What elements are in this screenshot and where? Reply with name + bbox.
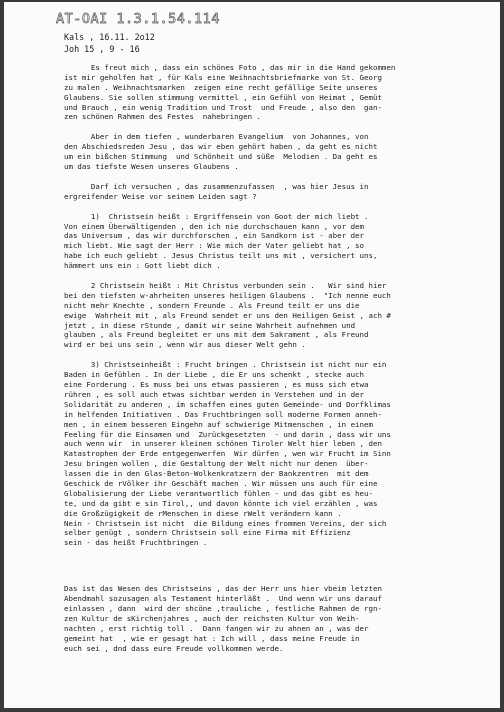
- text-line: wird er bei uns sein , wenn wir aus dieser Welt gehn .: [64, 340, 306, 350]
- text-line: glauben , als Freund begleitet er uns mit dem Sakrament , als Freund: [64, 330, 369, 340]
- paragraph-2: [64, 132, 496, 172]
- text-line: Katastrophen der Erde entgegenwerfen Wir dürfen , wen wir Frucht im Sinn: [64, 449, 391, 459]
- text-line: nachten , erst richtig toll . Dann fangen wir zu ahnen an , was der: [64, 623, 369, 633]
- text-line: Es freut mich , dass ein schönes Foto , das mir in die Hand gekommen: [64, 63, 396, 72]
- text-line: den Abschiedsreden Jesu , das wir eben gehört haben , da geht es nicht: [64, 142, 378, 152]
- paragraph-6: [64, 360, 496, 548]
- text-line: ewige Wahrheit mit , als Freund sendet er uns den Heiligen Geist , ach #: [64, 310, 391, 320]
- text-line: in helfenden Initiativen . Das Fruchtbringen soll moderne Formen anneh-: [64, 409, 382, 419]
- text-line: men , in einem besseren Eingehn auf schwierige Mitmenschen , in einem: [64, 419, 373, 429]
- paragraph-4: [64, 212, 496, 271]
- sermon-body: [64, 63, 496, 663]
- text-line: hämmert uns ein : Gott liebt dich .: [64, 261, 221, 271]
- text-line: ergreifender Weise vor seinem Leiden sagt ?: [64, 191, 257, 201]
- text-line: um das tiefste Wesen unseres Glaubens .: [64, 162, 239, 172]
- text-line: Das ist das Wesen des Christseins , das der Herr uns hier vbeim letzten: [64, 584, 382, 594]
- text-line: Globalisierung der Liebe verantwortlich fühlen - und das gibt es heu-: [64, 488, 373, 498]
- paragraph-1: [64, 63, 496, 122]
- paragraph-3: [64, 182, 496, 202]
- text-line: Glaubens. Sie sollen stimmung vermittel , ein Gefühl von Heimat , Gemüt: [64, 92, 382, 102]
- text-line: Geschick de rVölker ihr Geschäft machen . Wir müssen uns auch für eine: [64, 478, 378, 488]
- text-line: mich liebt. Wie sagt der Herr : Wie mich der Vater geliebt hat , so: [64, 241, 365, 251]
- text-line: zu malen . Weihnachtsmarken zeigen eine recht gefällige Seite unseres: [64, 82, 378, 92]
- document-page: [4, 2, 500, 708]
- bible-reading: Joh 15 , 9 - 16: [64, 44, 140, 54]
- text-line: euch sei , dnd dass eure Freude vollkommen werde.: [64, 643, 284, 653]
- text-line: 3) Christseinheißt : Frucht bringen . Christsein ist nicht nur ein: [64, 360, 387, 370]
- text-line: habe ich euch geliebt . Jesus Christus teilt uns mit , versichert uns,: [64, 251, 378, 261]
- text-line: Darf ich versuchen , das zusammenzufassen , was hier Jesus in: [64, 181, 369, 191]
- text-line: zen Kultur de sKirchenjahres , auch der reichsten Kultur von Weih-: [64, 613, 360, 623]
- text-line: einlassen , dann wird der shcöne ,trauliche , festliche Rahmen de rgn-: [64, 603, 382, 613]
- text-line: gemeint hat , wie er gesagt hat : Ich will , dass meine Freude in: [64, 633, 360, 643]
- text-line: Abendmahl sozusagen als Testament hinterläßt . Und wenn wir uns darauf: [64, 594, 382, 604]
- text-line: Feeling für die Einsamen und Zurückgesetzten - und darin , dass wir uns: [64, 429, 391, 439]
- text-line: te, und da gibt e sin Tirol,, und davon könnte ich viel erzählen , was: [64, 498, 378, 508]
- text-line: das Universum , das wir durchforschen , ein Sandkorn ist - aber der: [64, 231, 365, 241]
- text-line: Jesu bringen wollen , die Gestaltung der Welt nicht nur denen über-: [64, 459, 369, 469]
- place-date: Kals , 16.11. 2o12: [64, 32, 155, 42]
- archive-stamp: AT-OAI 1.3.1.54.114: [56, 11, 220, 27]
- text-line: bei den tiefsten w-ahrheiten unseres heiligen Glaubens . "Ich nenne euch: [64, 290, 391, 300]
- text-line: um ein bißchen Stimmung und Schönheit und süße Melodien . Da geht es: [64, 152, 378, 162]
- text-line: sein - das heißt Fruchtbringen .: [64, 538, 208, 548]
- text-line: eine Forderung . Es muss bei uns etwas passieren , es muss sich etwa: [64, 380, 369, 390]
- text-line: ist mir geholfen hat , für Kals eine Weihnachtsbriefmarke von St. Georg: [64, 72, 382, 82]
- text-line: auch wenn wir in unserer kleinen schönen Tiroler Welt hier leben , den: [64, 439, 382, 449]
- paragraph-7: [64, 584, 496, 653]
- text-line: lassen die in den Glas-Beton-Wolkenkratzern der Bankzentren mit dem: [64, 469, 369, 479]
- text-line: und Brauch , ein wenig Tradition und Trost und Freude , also den gan-: [64, 102, 382, 112]
- text-line: die Großzügigkeit de rMenschen in diese rWelt verändern kann .: [64, 508, 342, 518]
- text-line: Solidarität zu anderen , im schaffen eines guten Gemeinde- und Dorfklimas: [64, 399, 391, 409]
- text-line: Nein - Christsein ist nicht die Bildung eines frommen Vereins, der sich: [64, 518, 387, 528]
- text-line: selber genügt , sondern Christsein soll eine Firma mit Effizienz: [64, 528, 351, 538]
- text-line: jetzt , in diese rStunde , damit wir seine Wahrheit aufnehmen und: [64, 320, 356, 330]
- text-line: nicht mehr Knechte , sondern Freunde . Als Freund teilt er uns die: [64, 300, 360, 310]
- text-line: rühren , es soll auch etwas sichtbar werden in Verstehen und in der: [64, 389, 365, 399]
- text-line: zen schönen Rahmen des Festes nahebringen .: [64, 112, 262, 122]
- text-line: Von einem Überwältigenden , den ich nie durchschauen kann , vor dem: [64, 221, 365, 231]
- text-line: Aber in dem tiefen , wunderbaren Evangelium von Johannes, von: [64, 132, 369, 142]
- paragraph-5: [64, 281, 496, 350]
- text-line: Baden in Gefühlen . In der Liebe , die Er uns schenkt , stecke auch: [64, 370, 365, 380]
- text-line: 2 Christsein heißt : Mit Christus verbunden sein . Wir sind hier: [64, 281, 387, 291]
- text-line: 1) Christsein heißt : Ergriffensein von Goot der mich liebt .: [64, 211, 369, 221]
